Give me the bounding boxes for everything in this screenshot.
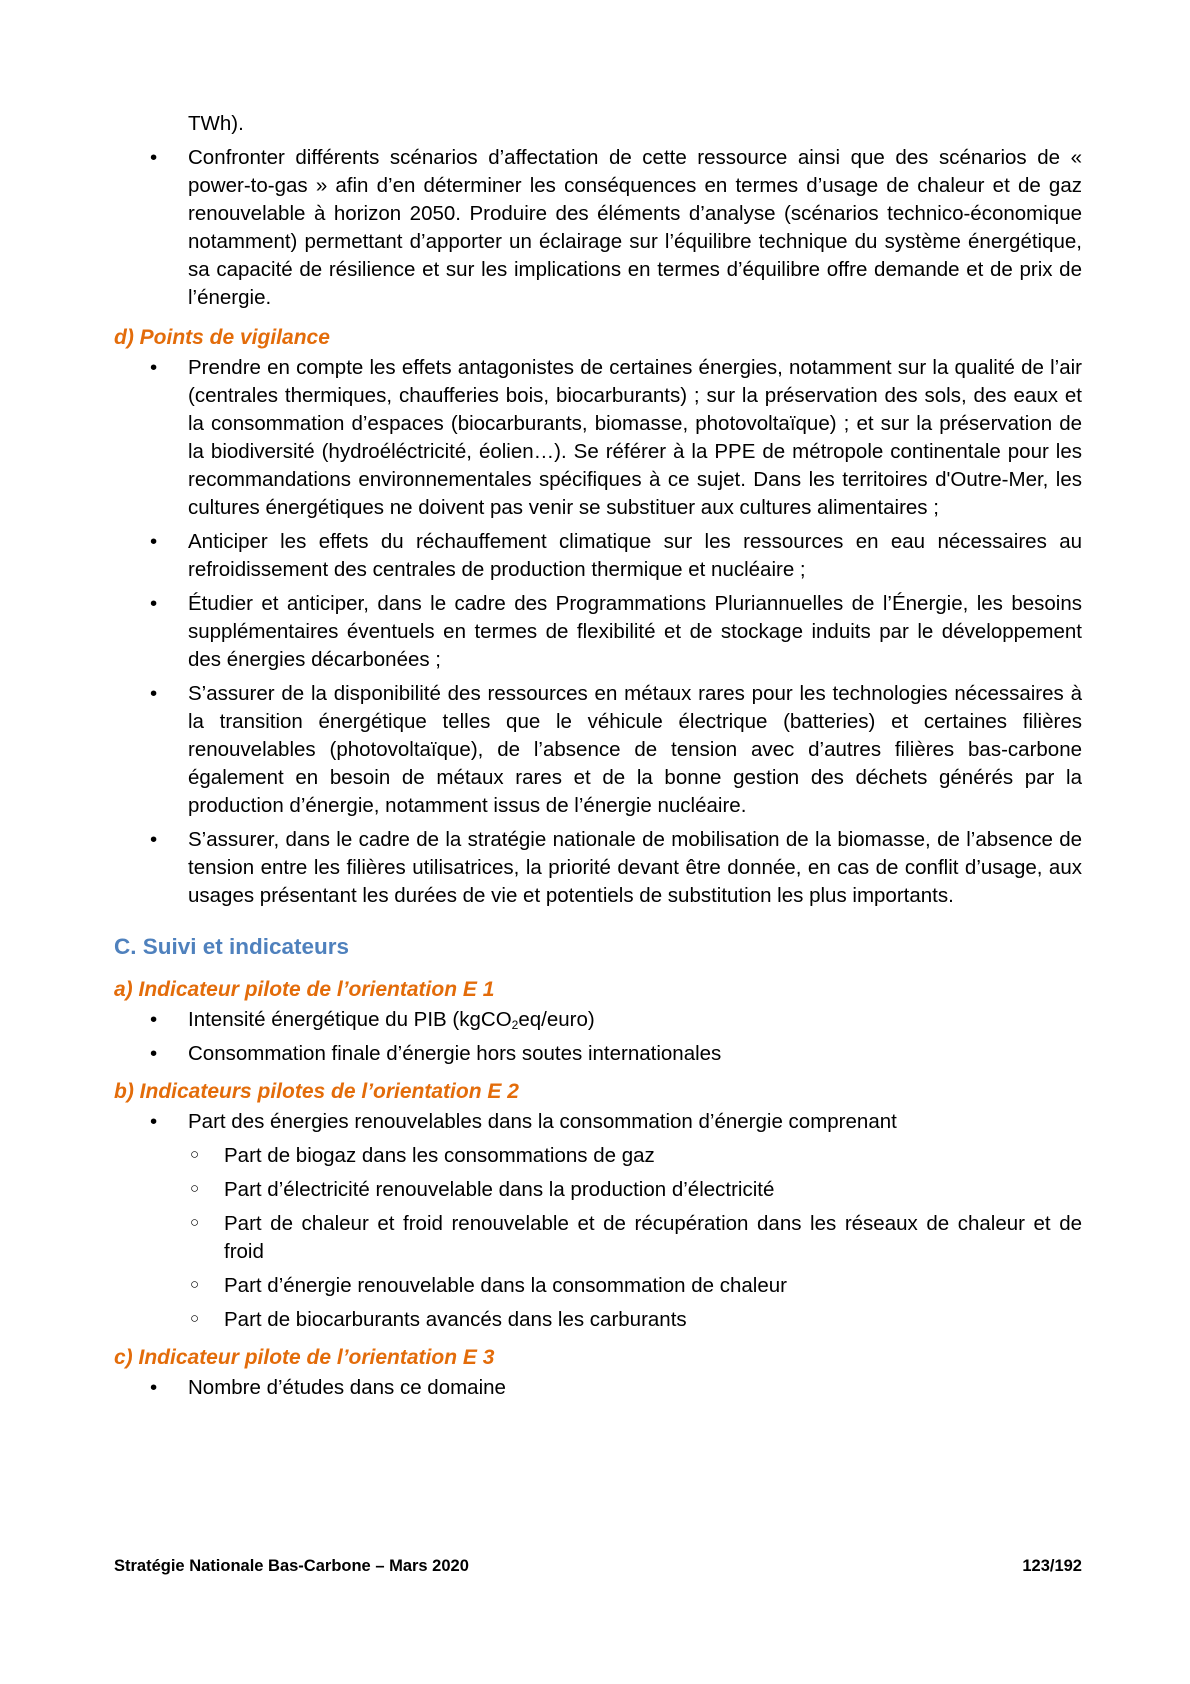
bullet-icon: • bbox=[150, 592, 158, 615]
continuation-text: TWh). bbox=[188, 112, 244, 135]
bullet-icon: • bbox=[150, 356, 158, 379]
list-item bbox=[114, 826, 1082, 910]
list-item-text: Prendre en compte les effets antagonistes de certaines énergies, notamment sur la qualité de l’air (centrales thermiques, chaufferies bois, biocarburants) ; sur la préservation des sols, des eaux et la consommation d’espaces (biocarburants, biomasse, photovoltaïque) ; et sur la préservation de la biodiversité (hydroéléctricité, éolien…). Se référer à la PPE de métropole continentale pour les recommandations environnementales spécifiques à ce sujet. Dans les territoires d'Outre-Mer, les cultures énergétiques ne doivent pas venir se substituer aux cultures alimentaires ; bbox=[188, 356, 1082, 519]
circle-bullet-icon: ○ bbox=[190, 1146, 200, 1163]
list-item-text: S’assurer de la disponibilité des ressources en métaux rares pour les technologies nécessaires à la transition énergétique telles que le véhicule électrique (batteries) et certaines filières renouvelables (photovoltaïque), de l’absence de tension avec d’autres filières bas-carbone également en besoin de métaux rares et de la bonne gestion des déchets générés par la production d’énergie, notamment issus de l’énergie nucléaire. bbox=[188, 682, 1082, 817]
bullet-icon: • bbox=[150, 682, 158, 705]
list-item-text: Part de chaleur et froid renouvelable et de récupération dans les réseaux de chaleur et de froid bbox=[224, 1212, 1082, 1263]
list-item-text: Part d’électricité renouvelable dans la production d’électricité bbox=[224, 1178, 775, 1201]
list-item bbox=[114, 590, 1082, 674]
section-heading-suivi: C. Suivi et indicateurs bbox=[114, 934, 350, 959]
bullet-icon: • bbox=[150, 1042, 158, 1065]
subsection-heading-c: c) Indicateur pilote de l’orientation E 3 bbox=[114, 1346, 495, 1369]
indicator-list-c bbox=[114, 1374, 1082, 1402]
intro-list bbox=[114, 144, 1082, 312]
list-item-text: Confronter différents scénarios d’affectation de cette ressource ainsi que des scénarios de « power-to-gas » afin d’en déterminer les conséquences en termes d’usage de chaleur et de gaz renouvelable à horizon 2050. Produire des éléments d’analyse (scénarios technico-économique notamment) permettant d’apporter un éclairage sur l’équilibre technique du système énergétique, sa capacité de résilience et sur les implications en termes d’équilibre offre demande et de prix de l’énergie. bbox=[188, 146, 1082, 309]
subsection-heading-b: b) Indicateurs pilotes de l’orientation E 2 bbox=[114, 1080, 519, 1103]
list-item-text: Consommation finale d’énergie hors soutes internationales bbox=[188, 1042, 722, 1065]
bullet-icon: • bbox=[150, 828, 158, 851]
sub-list-item bbox=[114, 1142, 1082, 1170]
sub-list-item bbox=[114, 1306, 1082, 1334]
bullet-icon: • bbox=[150, 146, 158, 169]
list-item bbox=[114, 528, 1082, 584]
list-item bbox=[114, 680, 1082, 820]
list-item-text: Intensité énergétique du PIB (kgCO$_2$eq/euro) bbox=[188, 1008, 595, 1032]
bullet-icon: • bbox=[150, 1376, 158, 1399]
vigilance-list bbox=[114, 354, 1082, 910]
list-item-text: Anticiper les effets du réchauffement climatique sur les ressources en eau nécessaires au refroidissement des centrales de production thermique et nucléaire ; bbox=[188, 530, 1082, 581]
list-item bbox=[114, 1040, 1082, 1068]
sub-list-item bbox=[114, 1210, 1082, 1266]
list-item-text: Nombre d’études dans ce domaine bbox=[188, 1376, 506, 1399]
indicator-list-b bbox=[114, 1108, 1082, 1334]
list-item bbox=[114, 1006, 1082, 1034]
list-item bbox=[114, 354, 1082, 522]
indicator-list-a bbox=[114, 1006, 1082, 1068]
list-item-text: Part d’énergie renouvelable dans la consommation de chaleur bbox=[224, 1274, 787, 1297]
bullet-icon: • bbox=[150, 1110, 158, 1133]
footer-document-title: Stratégie Nationale Bas-Carbone – Mars 2020 bbox=[114, 1557, 469, 1575]
list-item-text: Part de biocarburants avancés dans les carburants bbox=[224, 1308, 687, 1331]
circle-bullet-icon: ○ bbox=[190, 1310, 200, 1327]
circle-bullet-icon: ○ bbox=[190, 1276, 200, 1293]
circle-bullet-icon: ○ bbox=[190, 1180, 200, 1197]
list-item-text: Part des énergies renouvelables dans la consommation d’énergie comprenant bbox=[188, 1110, 897, 1133]
sub-list-item bbox=[114, 1176, 1082, 1204]
page-footer bbox=[114, 1555, 1082, 1577]
bullet-icon: • bbox=[150, 530, 158, 553]
list-item-text: S’assurer, dans le cadre de la stratégie nationale de mobilisation de la biomasse, de l’absence de tension entre les filières utilisatrices, la priorité devant être donnée, en cas de conflit d’usage, aux usages présentant les durées de vie et potentiels de substitution les plus importants. bbox=[188, 828, 1082, 907]
list-item bbox=[114, 144, 1082, 312]
circle-bullet-icon: ○ bbox=[190, 1214, 200, 1231]
subsection-heading-a: a) Indicateur pilote de l’orientation E 1 bbox=[114, 978, 495, 1001]
sub-list-item bbox=[114, 1272, 1082, 1300]
list-item-text: Étudier et anticiper, dans le cadre des Programmations Pluriannuelles de l’Énergie, les besoins supplémentaires éventuels en termes de flexibilité et de stockage induits par le développement des énergies décarbonées ; bbox=[188, 592, 1082, 671]
list-item bbox=[114, 1374, 1082, 1402]
section-heading-vigilance: d) Points de vigilance bbox=[114, 326, 330, 349]
list-item bbox=[114, 1108, 1082, 1136]
page-number: 123/192 bbox=[1022, 1557, 1082, 1575]
list-item-text: Part de biogaz dans les consommations de gaz bbox=[224, 1144, 655, 1167]
bullet-icon: • bbox=[150, 1008, 158, 1031]
page-content bbox=[114, 110, 1082, 1408]
